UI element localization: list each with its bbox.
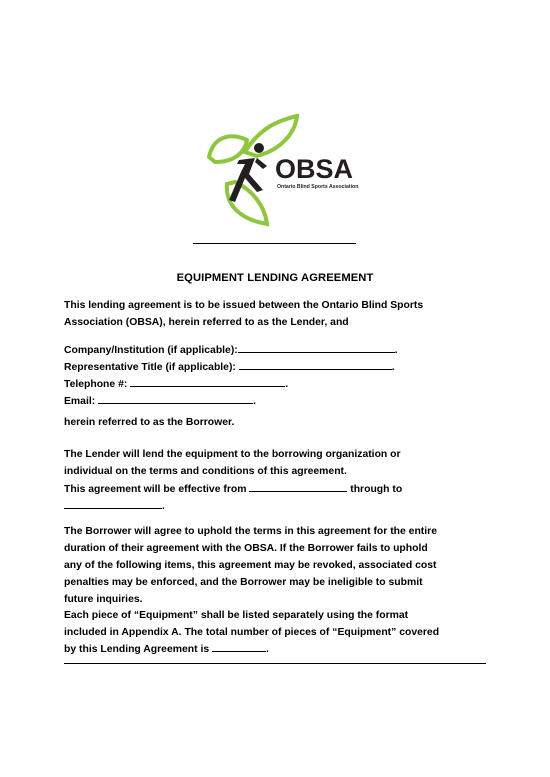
contact-fields — [64, 342, 504, 410]
company-input-blank[interactable] — [238, 342, 395, 353]
logo-leaf-left — [209, 136, 247, 162]
equipment-count-blank[interactable] — [212, 641, 266, 652]
borrower-paragraph: herein referred to as the Borrower. — [64, 417, 235, 428]
bottom-rule — [64, 663, 486, 664]
representative-title-input-blank[interactable] — [239, 359, 392, 370]
end-date-blank[interactable] — [64, 498, 162, 509]
email-input-blank[interactable] — [98, 393, 253, 404]
signature-rule — [193, 243, 356, 244]
telephone-field: Telephone #: . — [64, 376, 504, 393]
email-field: Email: . — [64, 393, 504, 410]
company-field: Company/Institution (if applicable): . — [64, 342, 504, 359]
obsa-logo — [205, 112, 359, 227]
representative-title-field: Representative Title (if applicable): . — [64, 359, 504, 376]
logo-runner-head — [254, 143, 264, 153]
logo-runner-body — [229, 158, 263, 202]
intro-paragraph: This lending agreement is to be issued between the Ontario Blind Sports Association (OBSA), herein referred to as the Lender, and — [64, 300, 424, 328]
logo-acronym: OBSA — [275, 154, 354, 184]
uphold-paragraph: The Borrower will agree to uphold the terms in this agreement for the entire duration of their agreement with the OBSA. If the Borrower fails to uphold any of the following items, this agreement may be revoked, associated cost penalties may be enforced, and the Borrower may be ineligible to submit future inquiries. — [64, 526, 437, 605]
effective-paragraph: This agreement will be effective from through to . — [64, 481, 504, 515]
document-title: EQUIPMENT LENDING AGREEMENT — [176, 272, 374, 284]
telephone-input-blank[interactable] — [130, 376, 285, 387]
logo-leaf-top — [245, 116, 297, 156]
start-date-blank[interactable] — [249, 481, 347, 492]
lend-paragraph: The Lender will lend the equipment to the borrowing organization or individual on the terms and conditions of this agreement. — [64, 449, 401, 477]
equipment-paragraph: Each piece of “Equipment” shall be listed separately using the format included in Appendix A. The total number of pieces of “Equipment” covered by this Lending Agreement is . — [64, 610, 440, 655]
logo-full-name: Ontario Blind Sports Association — [277, 184, 359, 190]
